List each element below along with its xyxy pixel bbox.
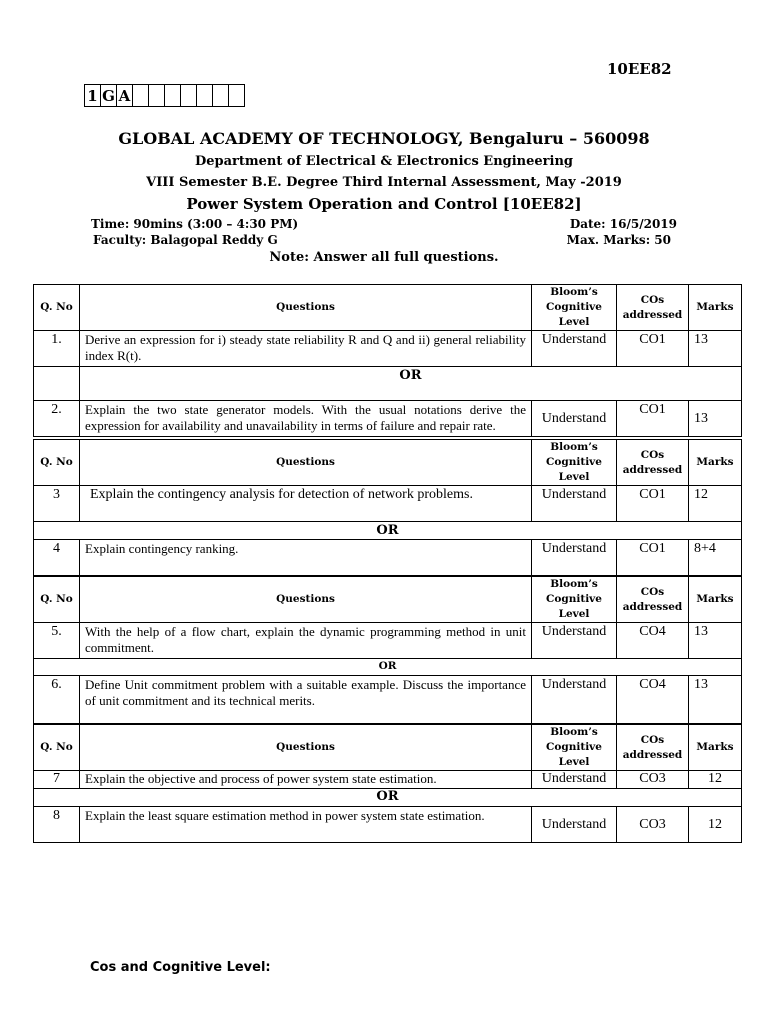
bloom-level: Understand	[532, 486, 617, 522]
header-bloom: Bloom’s Cognitive Level	[532, 577, 617, 623]
header-questions: Questions	[80, 577, 532, 623]
table-header-row	[34, 285, 742, 331]
subject-code: 10EE82	[607, 60, 672, 78]
marks: 13	[689, 623, 742, 659]
or-row	[34, 522, 742, 540]
bloom-level: Understand	[532, 623, 617, 659]
or-label: OR	[34, 659, 742, 676]
instruction-note: Note: Answer all full questions.	[269, 250, 499, 265]
header-cos: COs addressed	[617, 577, 689, 623]
bloom-level: Understand	[532, 807, 617, 843]
question-row	[34, 771, 742, 789]
header-marks: Marks	[689, 725, 742, 771]
marks: 8+4	[689, 540, 742, 576]
bloom-level: Understand	[532, 331, 617, 367]
question-table-module-4	[33, 724, 742, 843]
question-row	[34, 623, 742, 659]
question-text: Explain the objective and process of power system state estimation.	[80, 771, 532, 789]
question-table-module-3	[33, 576, 742, 724]
co-addressed: CO1	[617, 401, 689, 437]
question-row	[34, 486, 742, 522]
question-number: 7	[34, 771, 80, 789]
question-number: 6.	[34, 676, 80, 724]
table-header-row	[34, 577, 742, 623]
or-label: OR	[34, 789, 742, 807]
question-number: 1.	[34, 331, 80, 367]
or-row	[34, 789, 742, 807]
or-label: OR	[80, 367, 742, 401]
co-addressed: CO1	[617, 486, 689, 522]
question-text: Explain the least square estimation method in power system state estimation.	[80, 807, 532, 843]
co-addressed: CO1	[617, 331, 689, 367]
header-marks: Marks	[689, 577, 742, 623]
header-questions: Questions	[80, 440, 532, 486]
exam-date: Date: 16/5/2019	[569, 217, 677, 231]
or-label: OR	[34, 522, 742, 540]
table-header-row	[34, 440, 742, 486]
exam-time: Time: 90mins (3:00 – 4:30 PM)	[91, 217, 299, 231]
header-bloom: Bloom’s Cognitive Level	[532, 285, 617, 331]
question-text: Derive an expression for i) steady state reliability R and Q and ii) general reliability index R(t).	[80, 331, 532, 367]
marks: 12	[689, 807, 742, 843]
usn-box: G	[102, 86, 115, 105]
header-qno: Q. No	[34, 285, 80, 331]
question-row	[34, 540, 742, 576]
marks: 13	[689, 401, 742, 437]
marks: 12	[689, 486, 742, 522]
usn-boxes	[84, 84, 245, 107]
usn-box	[133, 85, 149, 107]
question-number: 5.	[34, 623, 80, 659]
department-name: Department of Electrical & Electronics Engineering	[194, 154, 574, 169]
question-table-module-2	[33, 439, 742, 576]
header-marks: Marks	[689, 440, 742, 486]
usn-box	[197, 85, 213, 107]
question-row	[34, 401, 742, 437]
co-addressed: CO4	[617, 623, 689, 659]
bloom-level: Understand	[532, 401, 617, 437]
header-marks: Marks	[689, 285, 742, 331]
co-addressed: CO4	[617, 676, 689, 724]
question-row	[34, 807, 742, 843]
header-qno: Q. No	[34, 577, 80, 623]
usn-box	[149, 85, 165, 107]
header-cos: COs addressed	[617, 725, 689, 771]
usn-box	[165, 85, 181, 107]
max-marks: Max. Marks: 50	[566, 233, 671, 247]
question-text: Define Unit commitment problem with a suitable example. Discuss the importance of unit commitment and its technical merits.	[80, 676, 532, 724]
usn-box	[229, 85, 245, 107]
or-row	[34, 367, 742, 401]
course-title: Power System Operation and Control [10EE82]	[186, 195, 582, 213]
bloom-level: Understand	[532, 771, 617, 789]
usn-box: A	[117, 85, 133, 107]
bloom-level: Understand	[532, 540, 617, 576]
question-text: Explain contingency ranking.	[80, 540, 532, 576]
question-row	[34, 331, 742, 367]
header-cos: COs addressed	[617, 285, 689, 331]
header-bloom: Bloom’s Cognitive Level	[532, 440, 617, 486]
marks: 12	[689, 771, 742, 789]
header-questions: Questions	[80, 285, 532, 331]
question-number: 4	[34, 540, 80, 576]
question-row	[34, 676, 742, 724]
question-text: With the help of a flow chart, explain the dynamic programming method in unit commitment.	[80, 623, 532, 659]
marks: 13	[689, 676, 742, 724]
header-cos: COs addressed	[617, 440, 689, 486]
exam-title: VIII Semester B.E. Degree Third Internal Assessment, May -2019	[146, 175, 622, 190]
question-number: 8	[34, 807, 80, 843]
header-qno: Q. No	[34, 725, 80, 771]
question-text: Explain the two state generator models. With the usual notations derive the expression for availability and unavailability in terms of failure and repair rate.	[80, 401, 532, 437]
marks: 13	[689, 331, 742, 367]
college-name: GLOBAL ACADEMY OF TECHNOLOGY, Bengaluru – 560098	[118, 129, 650, 148]
usn-box	[213, 85, 229, 107]
header-bloom: Bloom’s Cognitive Level	[532, 725, 617, 771]
header-questions: Questions	[80, 725, 532, 771]
question-number: 2.	[34, 401, 80, 437]
question-text: Explain the contingency analysis for detection of network problems.	[80, 486, 532, 522]
co-addressed: CO3	[617, 807, 689, 843]
co-addressed: CO3	[617, 771, 689, 789]
co-addressed: CO1	[617, 540, 689, 576]
or-row	[34, 659, 742, 676]
faculty-name: Faculty: Balagopal Reddy G	[93, 233, 278, 247]
header-qno: Q. No	[34, 440, 80, 486]
bloom-level: Understand	[532, 676, 617, 724]
question-table-module-1	[33, 284, 742, 437]
table-header-row	[34, 725, 742, 771]
usn-box: 1	[85, 85, 101, 107]
usn-box	[181, 85, 197, 107]
question-number: 3	[34, 486, 80, 522]
cos-cognitive-level-heading: Cos and Cognitive Level:	[90, 960, 271, 975]
